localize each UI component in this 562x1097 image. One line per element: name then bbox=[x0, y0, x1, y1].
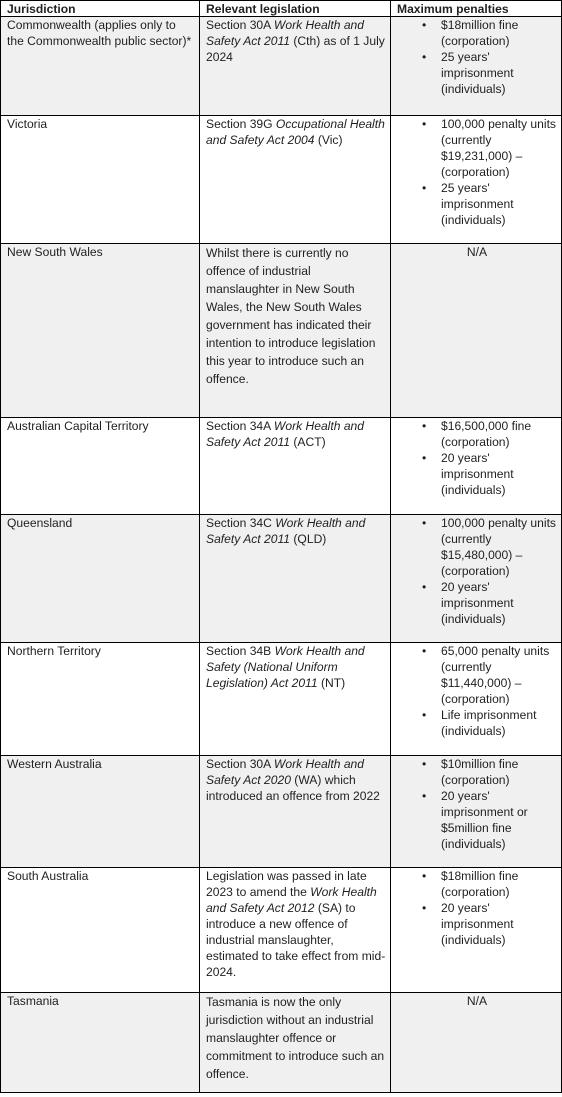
penalties-cell bbox=[391, 418, 562, 515]
legislation-cell bbox=[200, 515, 391, 643]
penalty-item: • Life imprisonment (individuals) bbox=[441, 707, 559, 739]
legislation-cell bbox=[200, 17, 391, 116]
penalty-item: • 20 years' imprisonment or $5million fine (individuals) bbox=[441, 788, 559, 852]
header-legislation: Relevant legislation bbox=[200, 1, 391, 17]
table-row bbox=[1, 418, 562, 515]
act-name: Work Health and Safety Act 2011 bbox=[206, 516, 366, 546]
table-row bbox=[1, 643, 562, 756]
table-row bbox=[1, 17, 562, 116]
jurisdiction-cell: Victoria bbox=[1, 116, 200, 244]
table-row bbox=[1, 993, 562, 1093]
penalty-list bbox=[391, 418, 559, 498]
penalty-list bbox=[391, 515, 559, 627]
legislation-text: (Vic) bbox=[314, 133, 343, 147]
penalty-list bbox=[391, 116, 559, 228]
penalty-item: • 25 years' imprisonment (individuals) bbox=[441, 49, 559, 97]
penalty-item: • $16,500,000 fine (corporation) bbox=[441, 418, 559, 450]
penalty-item: • $18million fine (corporation) bbox=[441, 17, 559, 49]
table-row bbox=[1, 868, 562, 993]
jurisdiction-cell: Western Australia bbox=[1, 756, 200, 868]
table-row bbox=[1, 515, 562, 643]
legislation-cell bbox=[200, 868, 391, 993]
legislation-cell bbox=[200, 643, 391, 756]
legislation-text: Section 34A bbox=[206, 419, 274, 433]
table-row bbox=[1, 756, 562, 868]
legislation-text: (WA) which introduced an offence from 2022 bbox=[206, 773, 380, 803]
header-penalties: Maximum penalties bbox=[391, 1, 562, 17]
legislation-text: Section 34B bbox=[206, 644, 275, 658]
legislation-cell bbox=[200, 116, 391, 244]
penalty-item: • 100,000 penalty units (currently $15,480,000) – (corporation) bbox=[441, 515, 559, 579]
jurisdiction-cell: Queensland bbox=[1, 515, 200, 643]
act-name: Work Health and Safety Act 2011 bbox=[206, 419, 364, 449]
act-name: Work Health and Safety (National Uniform Legislation) Act 2011 bbox=[206, 644, 365, 690]
legislation-cell bbox=[200, 418, 391, 515]
legislation-text: (ACT) bbox=[290, 435, 326, 449]
jurisdiction-cell: New South Wales bbox=[1, 244, 200, 418]
table-row bbox=[1, 116, 562, 244]
penalties-cell bbox=[391, 643, 562, 756]
legislation-text: Section 30A bbox=[206, 18, 274, 32]
penalties-cell: N/A bbox=[391, 993, 562, 1093]
penalties-cell: N/A bbox=[391, 244, 562, 418]
act-name: Work Health and Safety Act 2020 bbox=[206, 757, 364, 787]
legislation-text: Section 30A bbox=[206, 757, 274, 771]
penalties-cell bbox=[391, 116, 562, 244]
penalty-item: • 25 years' imprisonment (individuals) bbox=[441, 180, 559, 228]
legislation-text: Legislation was passed in late 2023 to amend the bbox=[206, 869, 367, 899]
penalty-item: • 100,000 penalty units (currently $19,231,000) – (corporation) bbox=[441, 116, 559, 180]
penalty-item: • $10million fine (corporation) bbox=[441, 756, 559, 788]
legislation-cell: Tasmania is now the only jurisdiction without an industrial manslaughter offence or commitment to introduce such an offence. bbox=[200, 993, 391, 1093]
penalties-cell bbox=[391, 868, 562, 993]
legislation-text: (Cth) as of 1 July 2024 bbox=[206, 34, 385, 64]
penalty-item: • 20 years' imprisonment (individuals) bbox=[441, 450, 559, 498]
jurisdiction-cell: Northern Territory bbox=[1, 643, 200, 756]
legislation-cell bbox=[200, 756, 391, 868]
penalty-item: • 65,000 penalty units (currently $11,440,000) – (corporation) bbox=[441, 643, 559, 707]
act-name: Occupational Health and Safety Act 2004 bbox=[206, 117, 385, 147]
penalty-list bbox=[391, 643, 559, 739]
header-row bbox=[1, 1, 562, 17]
legislation-text: (QLD) bbox=[290, 532, 327, 546]
penalty-list bbox=[391, 868, 559, 948]
jurisdiction-cell: Tasmania bbox=[1, 993, 200, 1093]
penalties-cell bbox=[391, 515, 562, 643]
legislation-text: Section 39G bbox=[206, 117, 276, 131]
act-name: Work Health and Safety Act 2012 bbox=[206, 885, 377, 915]
header-jurisdiction: Jurisdiction bbox=[1, 1, 200, 17]
penalties-cell bbox=[391, 17, 562, 116]
legislation-cell: Whilst there is currently no offence of industrial manslaughter in New South Wales, the New South Wales government has indicated their intention to introduce legislation this year to introduce such an offence. bbox=[200, 244, 391, 418]
penalty-item: • $18million fine (corporation) bbox=[441, 868, 559, 900]
penalty-list bbox=[391, 756, 559, 852]
legislation-text: (SA) to introduce a new offence of industrial manslaughter, estimated to take effect from mid-2024. bbox=[206, 901, 386, 979]
penalty-item: • 20 years' imprisonment (individuals) bbox=[441, 579, 559, 627]
jurisdiction-cell: South Australia bbox=[1, 868, 200, 993]
penalty-list bbox=[391, 17, 559, 97]
jurisdiction-cell: Australian Capital Territory bbox=[1, 418, 200, 515]
table-row bbox=[1, 244, 562, 418]
legislation-text: (NT) bbox=[317, 676, 346, 690]
penalty-item: • 20 years' imprisonment (individuals) bbox=[441, 900, 559, 948]
jurisdiction-cell: Commonwealth (applies only to the Commonwealth public sector)* bbox=[1, 17, 200, 116]
legislation-text: Section 34C bbox=[206, 516, 276, 530]
penalties-cell bbox=[391, 756, 562, 868]
act-name: Work Health and Safety Act 2011 bbox=[206, 18, 364, 48]
